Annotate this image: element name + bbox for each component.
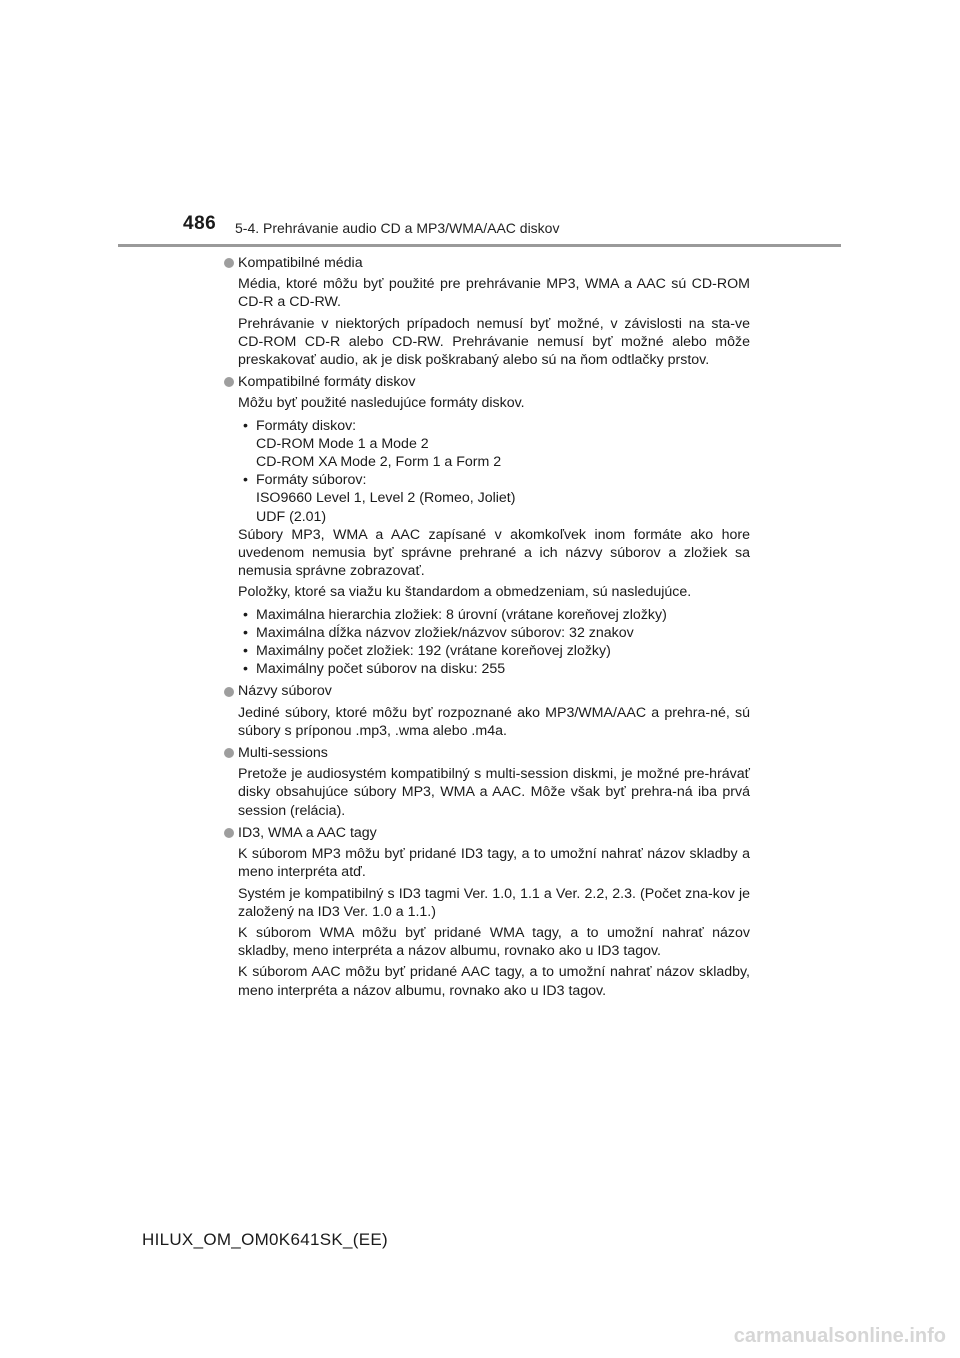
circle-bullet-icon xyxy=(224,377,234,387)
paragraph: K súborom WMA môžu byť pridané WMA tagy, a to umožní nahrať názov skladby, meno interpréta a názov albumu, rovnako ako u ID3 tagov. xyxy=(238,924,750,960)
list-subitem: ISO9660 Level 1, Level 2 (Romeo, Joliet) xyxy=(256,490,516,507)
paragraph: Môžu byť použité nasledujúce formáty diskov. xyxy=(238,395,525,412)
paragraph: Systém je kompatibilný s ID3 tagmi Ver. 1.0, 1.1 a Ver. 2.2, 2.3. (Počet zna-kov je založený na ID3 Ver. 1.0 a 1.1.) xyxy=(238,885,750,920)
paragraph: Jediné súbory, ktoré môžu byť rozpoznané ako MP3/WMA/AAC a prehra-né, sú súbory s príponou .mp3, .wma alebo .m4a. xyxy=(238,704,750,739)
limits-list xyxy=(238,606,750,679)
circle-bullet-icon xyxy=(224,748,234,758)
circle-bullet-icon xyxy=(224,687,234,697)
heading-text: ID3, WMA a AAC tagy xyxy=(238,824,377,841)
paragraph: Média, ktoré môžu byť použité pre prehrávanie MP3, WMA a AAC sú CD-ROM CD-R a CD-RW. xyxy=(238,276,750,311)
paragraph: Súbory MP3, WMA a AAC zapísané v akomkoľvek inom formáte ako hore uvedenom nemusia byť správne prehrané a ich názvy súborov a zložiek sa nemusia správne zobrazovať. xyxy=(238,526,750,580)
footer-code: HILUX_OM_OM0K641SK_(EE) xyxy=(142,1230,388,1249)
list-item: • Maximálna dĺžka názvov zložiek/názvov súborov: 32 znakov xyxy=(238,624,750,642)
list-subitem: CD-ROM XA Mode 2, Form 1 a Form 2 xyxy=(256,454,502,471)
list-item: • Maximálny počet zložiek: 192 (vrátane koreňovej zložky) xyxy=(238,642,750,660)
paragraph: Pretože je audiosystém kompatibilný s multi-session diskmi, je možné pre-hrávať disky obsahujúce súbory MP3, WMA a AAC. Môže však byť prehra-ná iba prvá session (relácia). xyxy=(238,766,750,819)
list-item: • Formáty diskov: xyxy=(238,417,750,435)
heading-formats xyxy=(224,373,750,391)
header-divider xyxy=(118,244,841,247)
section-title: 5-4. Prehrávanie audio CD a MP3/WMA/AAC diskov xyxy=(235,220,560,236)
heading-text: Multi-sessions xyxy=(238,745,328,762)
paragraph: K súborom AAC môžu byť pridané AAC tagy, a to umožní nahrať názov skladby, meno interpréta a názov albumu, rovnako ako u ID3 tagov. xyxy=(238,964,750,999)
circle-bullet-icon xyxy=(224,258,234,268)
list-item: • Maximálna hierarchia zložiek: 8 úrovní (vrátane koreňovej zložky) xyxy=(238,606,750,624)
heading-text: Kompatibilné formáty diskov xyxy=(238,374,416,391)
heading-text: Kompatibilné média xyxy=(238,255,363,271)
format-list xyxy=(238,417,750,526)
page-number: 486 xyxy=(183,213,217,234)
heading-multi-sessions xyxy=(224,744,750,762)
list-item: • Formáty súborov: xyxy=(238,471,750,489)
list-subitem: CD-ROM Mode 1 a Mode 2 xyxy=(256,435,429,452)
paragraph: Položky, ktoré sa viažu ku štandardom a obmedzeniam, sú nasledujúce. xyxy=(238,584,692,601)
paragraph: K súborom MP3 môžu byť pridané ID3 tagy, a to umožní nahrať názov skladby a meno interpréta atď. xyxy=(238,846,750,881)
heading-tags xyxy=(224,824,750,842)
heading-file-names xyxy=(224,682,750,700)
watermark: carmanualsonline.info xyxy=(733,1325,946,1347)
paragraph: Prehrávanie v niektorých prípadoch nemusí byť možné, v závislosti na sta-ve CD-ROM CD-R alebo CD-RW. Prehrávanie nemusí byť možné alebo môže preskakovať audio, ak je disk poškrabaný alebo sú na ňom odtlačky prstov. xyxy=(238,315,750,369)
page-content xyxy=(224,254,750,1000)
circle-bullet-icon xyxy=(224,828,234,838)
heading-text: Názvy súborov xyxy=(238,683,332,700)
list-subitem: UDF (2.01) xyxy=(256,508,327,525)
heading-media xyxy=(224,254,750,272)
list-item: • Maximálny počet súborov na disku: 255 xyxy=(238,660,750,678)
